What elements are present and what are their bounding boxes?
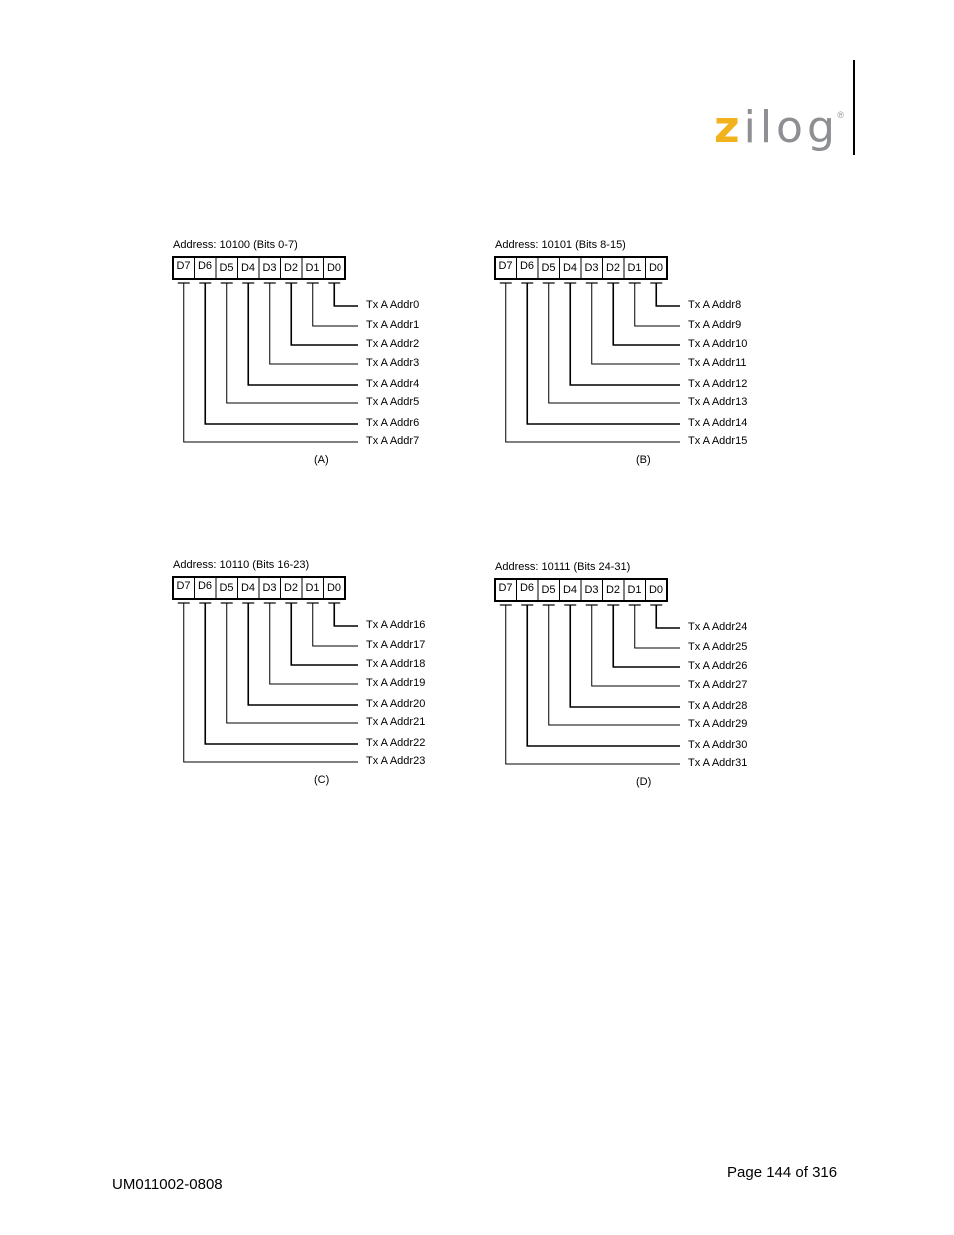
tx-address-label: Tx A Addr0 <box>366 299 420 311</box>
tx-address-label: Tx A Addr25 <box>688 641 748 653</box>
register-address-title: Address: 10111 (Bits 24-31) <box>495 561 631 573</box>
tx-address-label: Tx A Addr26 <box>688 660 748 672</box>
register-address-title: Address: 10101 (Bits 8-15) <box>495 239 626 251</box>
bit-connector-line <box>184 283 358 442</box>
tx-address-label: Tx A Addr1 <box>366 319 420 331</box>
bit-connector-line <box>334 283 358 306</box>
register-address-title: Address: 10100 (Bits 0-7) <box>173 239 298 251</box>
tx-address-label: Tx A Addr9 <box>688 319 742 331</box>
bit-cell-d4: D4 <box>562 584 578 596</box>
tx-address-label: Tx A Addr3 <box>366 357 420 369</box>
tx-address-label: Tx A Addr6 <box>366 417 420 429</box>
header-rule <box>853 60 855 155</box>
bit-cell-d5: D5 <box>219 582 234 594</box>
bit-cell-d1: D1 <box>305 582 320 594</box>
bit-connector-line <box>656 283 680 306</box>
bit-connector-line <box>184 603 358 762</box>
tx-address-label: Tx A Addr5 <box>366 396 420 408</box>
tx-address-label: Tx A Addr23 <box>366 755 426 767</box>
bit-connector-line <box>270 283 358 364</box>
register-diagram-a <box>172 236 472 476</box>
bit-connector-line <box>570 283 680 385</box>
bit-connector-line <box>613 605 680 667</box>
document-id: UM011002-0808 <box>112 1176 223 1193</box>
tx-address-label: Tx A Addr11 <box>688 357 747 369</box>
diagram-caption: (C) <box>314 774 330 786</box>
tx-address-label: Tx A Addr14 <box>688 417 748 429</box>
tx-address-label: Tx A Addr18 <box>366 658 426 670</box>
register-diagram-b <box>494 236 794 476</box>
bit-cell-d2: D2 <box>605 262 621 274</box>
bit-cell-d7: D7 <box>498 260 513 272</box>
bit-cell-d3: D3 <box>584 262 599 274</box>
bit-cell-d7: D7 <box>176 580 191 592</box>
tx-address-label: Tx A Addr21 <box>366 716 426 728</box>
tx-address-label: Tx A Addr15 <box>688 435 748 447</box>
tx-address-label: Tx A Addr16 <box>366 619 426 631</box>
bit-cell-d3: D3 <box>584 584 599 596</box>
bit-cell-d7: D7 <box>498 582 513 594</box>
bit-connector-line <box>592 605 680 686</box>
register-address-title: Address: 10110 (Bits 16-23) <box>173 559 310 571</box>
tx-address-label: Tx A Addr12 <box>688 378 748 390</box>
bit-cell-d1: D1 <box>627 584 642 596</box>
bit-cell-d4: D4 <box>240 262 256 274</box>
tx-address-label: Tx A Addr24 <box>688 621 748 633</box>
tx-address-label: Tx A Addr20 <box>366 698 426 710</box>
bit-cell-d6: D6 <box>197 260 213 272</box>
tx-address-label: Tx A Addr10 <box>688 338 748 350</box>
bit-connector-line <box>506 283 680 442</box>
bit-connector-line <box>248 283 358 385</box>
bit-cell-d5: D5 <box>219 262 234 274</box>
tx-address-label: Tx A Addr13 <box>688 396 748 408</box>
bit-cell-d0: D0 <box>648 262 664 274</box>
bit-cell-d0: D0 <box>648 584 664 596</box>
tx-address-label: Tx A Addr31 <box>688 757 748 769</box>
page-number: Page 144 of 316 <box>727 1164 838 1181</box>
bit-cell-d4: D4 <box>562 262 578 274</box>
bit-cell-d1: D1 <box>627 262 642 274</box>
bit-cell-d2: D2 <box>283 262 299 274</box>
bit-cell-d6: D6 <box>519 582 535 594</box>
tx-address-label: Tx A Addr17 <box>366 639 426 651</box>
bit-cell-d1: D1 <box>305 262 320 274</box>
bit-cell-d7: D7 <box>176 260 191 272</box>
bit-cell-d5: D5 <box>541 584 556 596</box>
tx-address-label: Tx A Addr4 <box>366 378 420 390</box>
logo-registered-mark: ® <box>837 110 844 120</box>
bit-connector-line <box>313 283 358 326</box>
tx-address-label: Tx A Addr30 <box>688 739 748 751</box>
tx-address-label: Tx A Addr8 <box>688 299 742 311</box>
tx-address-label: Tx A Addr27 <box>688 679 748 691</box>
tx-address-label: Tx A Addr22 <box>366 737 426 749</box>
bit-cell-d6: D6 <box>519 260 535 272</box>
bit-connector-line <box>592 283 680 364</box>
bit-connector-line <box>313 603 358 646</box>
logo-text: zilog <box>714 102 839 153</box>
register-diagram-c <box>172 556 472 796</box>
bit-connector-line <box>291 603 358 665</box>
bit-connector-line <box>248 603 358 705</box>
bit-connector-line <box>635 283 680 326</box>
bit-connector-line <box>656 605 680 628</box>
bit-connector-line <box>270 603 358 684</box>
bit-connector-line <box>506 605 680 764</box>
bit-cell-d2: D2 <box>283 582 299 594</box>
bit-connector-line <box>570 605 680 707</box>
bit-cell-d6: D6 <box>197 580 213 592</box>
bit-cell-d0: D0 <box>326 262 342 274</box>
bit-connector-line <box>613 283 680 345</box>
bit-connector-line <box>635 605 680 648</box>
bit-cell-d4: D4 <box>240 582 256 594</box>
tx-address-label: Tx A Addr28 <box>688 700 748 712</box>
tx-address-label: Tx A Addr29 <box>688 718 748 730</box>
bit-connector-line <box>334 603 358 626</box>
bit-cell-d0: D0 <box>326 582 342 594</box>
bit-connector-line <box>291 283 358 345</box>
bit-cell-d3: D3 <box>262 582 277 594</box>
register-diagram-d <box>494 558 794 798</box>
zilog-logo <box>714 104 844 160</box>
tx-address-label: Tx A Addr2 <box>366 338 420 350</box>
bit-cell-d3: D3 <box>262 262 277 274</box>
bit-cell-d2: D2 <box>605 584 621 596</box>
tx-address-label: Tx A Addr19 <box>366 677 426 689</box>
bit-cell-d5: D5 <box>541 262 556 274</box>
diagram-caption: (A) <box>314 454 329 466</box>
diagram-caption: (B) <box>636 454 651 466</box>
diagram-caption: (D) <box>636 776 652 788</box>
tx-address-label: Tx A Addr7 <box>366 435 420 447</box>
